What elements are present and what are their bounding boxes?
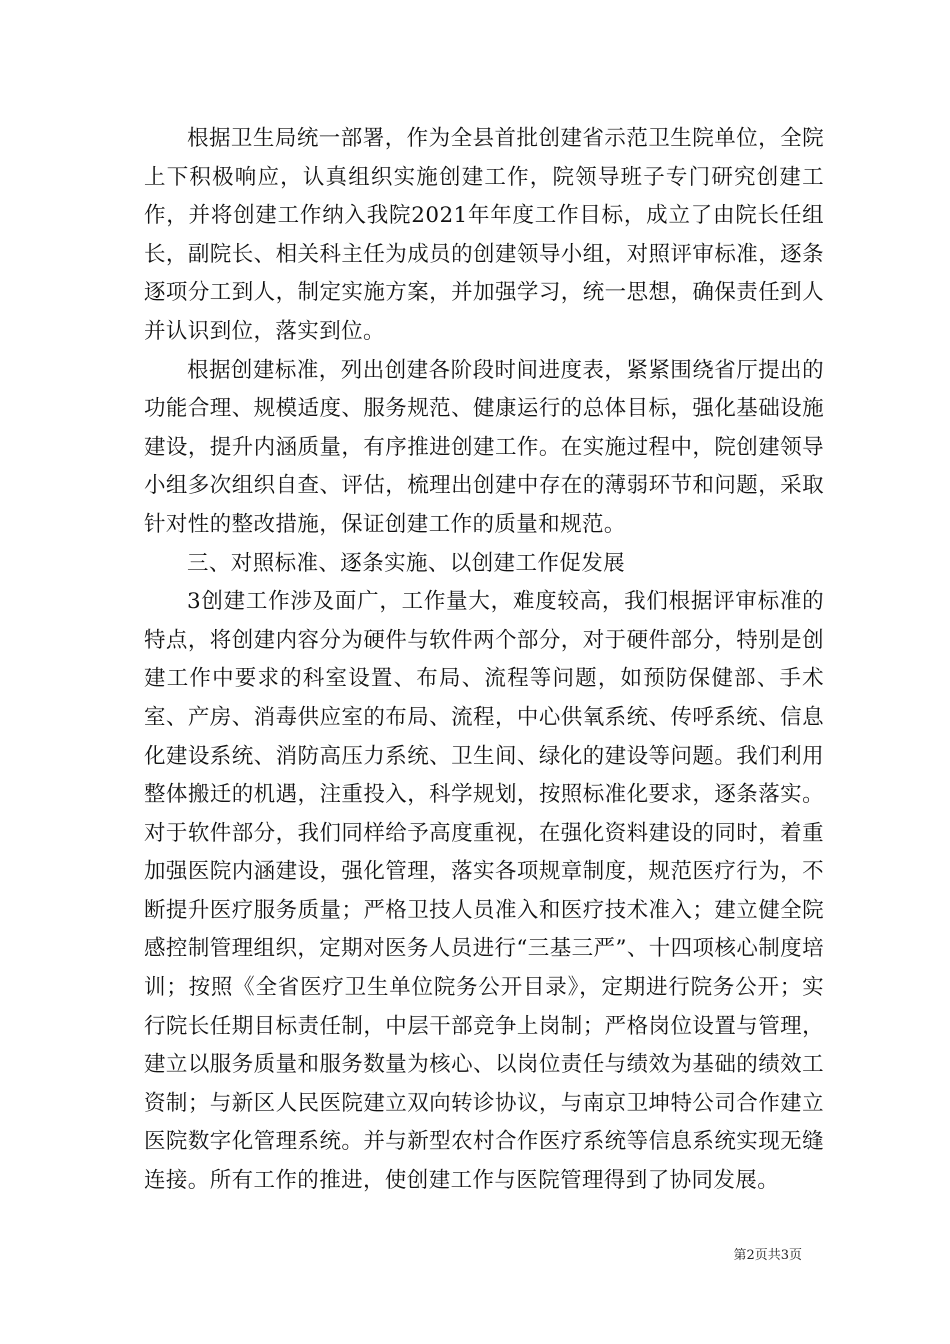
- document-body: [144, 120, 824, 1201]
- page-number: 第2页共3页: [733, 1248, 802, 1263]
- section-heading: 三、对照标准、逐条实施、以创建工作促发展: [187, 550, 626, 576]
- paragraph-2: 根据创建标准，列出创建各阶段时间进度表，紧紧围绕省厅提出的功能合理、规模适度、服务规范、健康运行的总体目标，强化基础设施建设，提升内涵质量，有序推进创建工作。在实施过程中，院创建领导小组多次组织自查、评估，梳理出创建中存在的薄弱环节和问题，采取针对性的整改措施，保证创建工作的质量和规范。: [144, 357, 824, 537]
- paragraph-3: 3创建工作涉及面广，工作量大，难度较高，我们根据评审标准的特点，将创建内容分为硬件与软件两个部分，对于硬件部分，特别是创建工作中要求的科室设置、布局、流程等问题，如预防保健部、手术室、产房、消毒供应室的布局、流程，中心供氧系统、传呼系统、信息化建设系统、消防高压力系统、卫生间、绿化的建设等问题。我们利用整体搬迁的机遇，注重投入，科学规划，按照标准化要求，逐条落实。对于软件部分，我们同样给予高度重视，在强化资料建设的同时，着重加强医院内涵建设，强化管理，落实各项规章制度，规范医疗行为，不断提升医疗服务质量；严格卫技人员准入和医疗技术准入；建立健全院感控制管理组织，定期对医务人员进行“三基三严”、十四项核心制度培训；按照《全省医疗卫生单位院务公开目录》，定期进行院务公开；实行院长任期目标责任制，中层干部竞争上岗制；严格岗位设置与管理，建立以服务质量和服务数量为核心、以岗位责任与绩效为基础的绩效工资制；与新区人民医院建立双向转诊协议，与南京卫坤特公司合作建立医院数字化管理系统。并与新型农村合作医疗系统等信息系统实现无缝连接。所有工作的推进，使创建工作与医院管理得到了协同发展。: [144, 589, 824, 1194]
- paragraph-1: 根据卫生局统一部署，作为全县首批创建省示范卫生院单位，全院上下积极响应，认真组织实施创建工作，院领导班子专门研究创建工作，并将创建工作纳入我院2021年年度工作目标，成立了由院长任组长，副院长、相关科主任为成员的创建领导小组，对照评审标准，逐条逐项分工到人，制定实施方案，并加强学习，统一思想，确保责任到人并认识到位，落实到位。: [144, 126, 824, 344]
